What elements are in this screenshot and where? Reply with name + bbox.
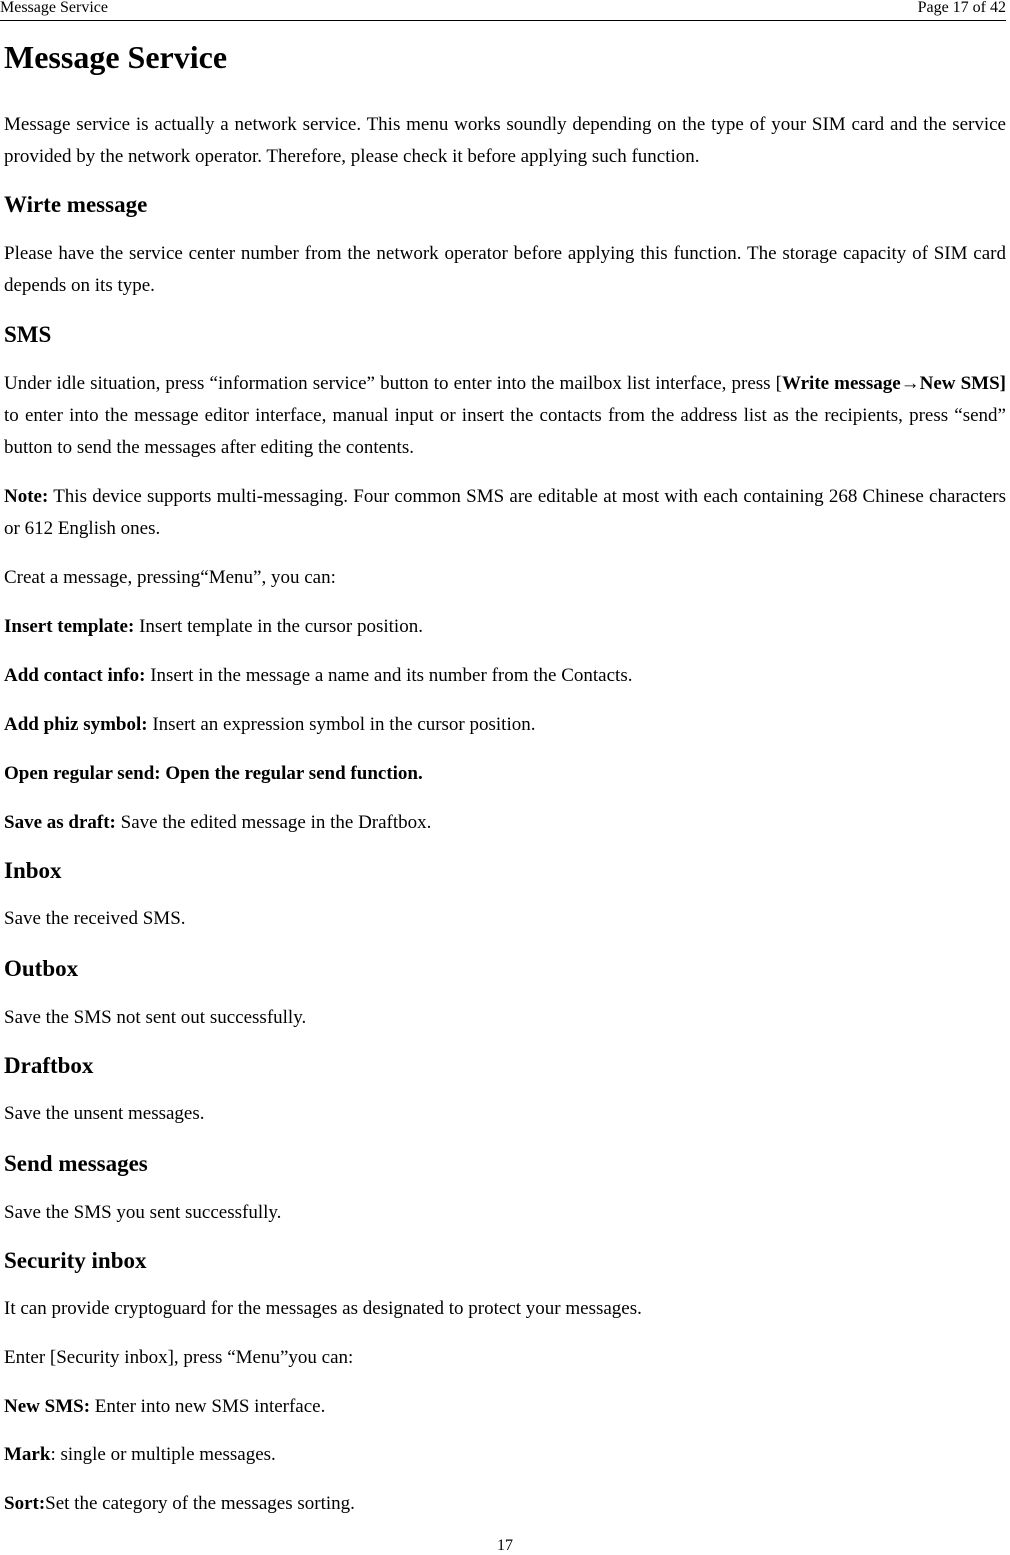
inbox-text: Save the received SMS. [4, 908, 186, 929]
option-text: Set the category of the messages sorting. [45, 1493, 355, 1514]
heading-security-inbox: Security inbox [4, 1248, 147, 1273]
send-messages-text: Save the SMS you sent successfully. [4, 1202, 282, 1223]
option-add-contact-info [4, 660, 632, 692]
security-enter-line: Enter [Security inbox], press “Menu”you can: [4, 1347, 354, 1368]
option-new-sms [4, 1391, 325, 1423]
option-label: Save as draft: [4, 812, 116, 833]
heading-send-messages: Send messages [4, 1151, 148, 1176]
option-label: Open regular send: Open the regular send function. [4, 763, 423, 784]
option-text: Enter into new SMS interface. [90, 1396, 326, 1417]
option-save-as-draft [4, 807, 431, 839]
intro-paragraph: Message service is actually a network service. This menu works soundly depending on the type of your SIM card and the service provided by the network operator. Therefore, please check it before applying such function. [4, 114, 1006, 167]
heading-inbox: Inbox [4, 858, 62, 883]
draftbox-text: Save the unsent messages. [4, 1103, 205, 1124]
creat-message-line: Creat a message, pressing“Menu”, you can: [4, 567, 336, 588]
option-label: New SMS: [4, 1396, 91, 1417]
note-label: Note: [4, 486, 49, 507]
sms-menu-path: Write message→New SMS] [781, 373, 1006, 394]
header-page-count: Page 17 of 42 [917, 0, 1006, 16]
option-sort [4, 1488, 355, 1520]
option-label: Add phiz symbol: [4, 714, 148, 735]
option-text: Save the edited message in the Draftbox. [115, 812, 432, 833]
note-paragraph [4, 481, 1006, 545]
note-text: This device supports multi-messaging. Four common SMS are editable at most with each containing 268 Chinese characters or 612 English ones. [4, 486, 1006, 539]
heading-write-message: Wirte message [4, 192, 148, 217]
option-add-phiz-symbol [4, 709, 535, 741]
option-mark [4, 1439, 276, 1471]
heading-outbox: Outbox [4, 956, 79, 981]
option-text: Insert template in the cursor position. [134, 616, 423, 637]
option-text: : single or multiple messages. [50, 1444, 276, 1465]
option-text: Insert an expression symbol in the cursor position. [147, 714, 536, 735]
option-label: Add contact info: [4, 665, 146, 686]
heading-draftbox: Draftbox [4, 1053, 94, 1078]
security-inbox-text: It can provide cryptoguard for the messages as designated to protect your messages. [4, 1298, 642, 1319]
write-message-paragraph: Please have the service center number from the network operator before applying this function. The storage capacity of SIM card depends on its type. [4, 243, 1006, 296]
option-insert-template [4, 611, 423, 643]
heading-sms: SMS [4, 322, 52, 347]
sms-text-a: Under idle situation, press “information service” button to enter into the mailbox list interface, press [ [4, 373, 782, 394]
sms-paragraph [4, 368, 1006, 464]
page-header [0, 0, 1006, 21]
outbox-text: Save the SMS not sent out successfully. [4, 1007, 307, 1028]
page-number-footer: 17 [497, 1537, 513, 1554]
page-title: Message Service [4, 39, 228, 75]
option-label: Insert template: [4, 616, 135, 637]
option-label: Mark [4, 1444, 51, 1465]
option-label: Sort: [4, 1493, 46, 1514]
option-open-regular-send [4, 758, 423, 790]
option-text: Insert in the message a name and its number from the Contacts. [145, 665, 633, 686]
sms-text-c: to enter into the message editor interface, manual input or insert the contacts from the address list as the recipients, press “send” button to send the messages after editing the contents. [4, 405, 1006, 458]
header-section-title: Message Service [0, 0, 108, 16]
